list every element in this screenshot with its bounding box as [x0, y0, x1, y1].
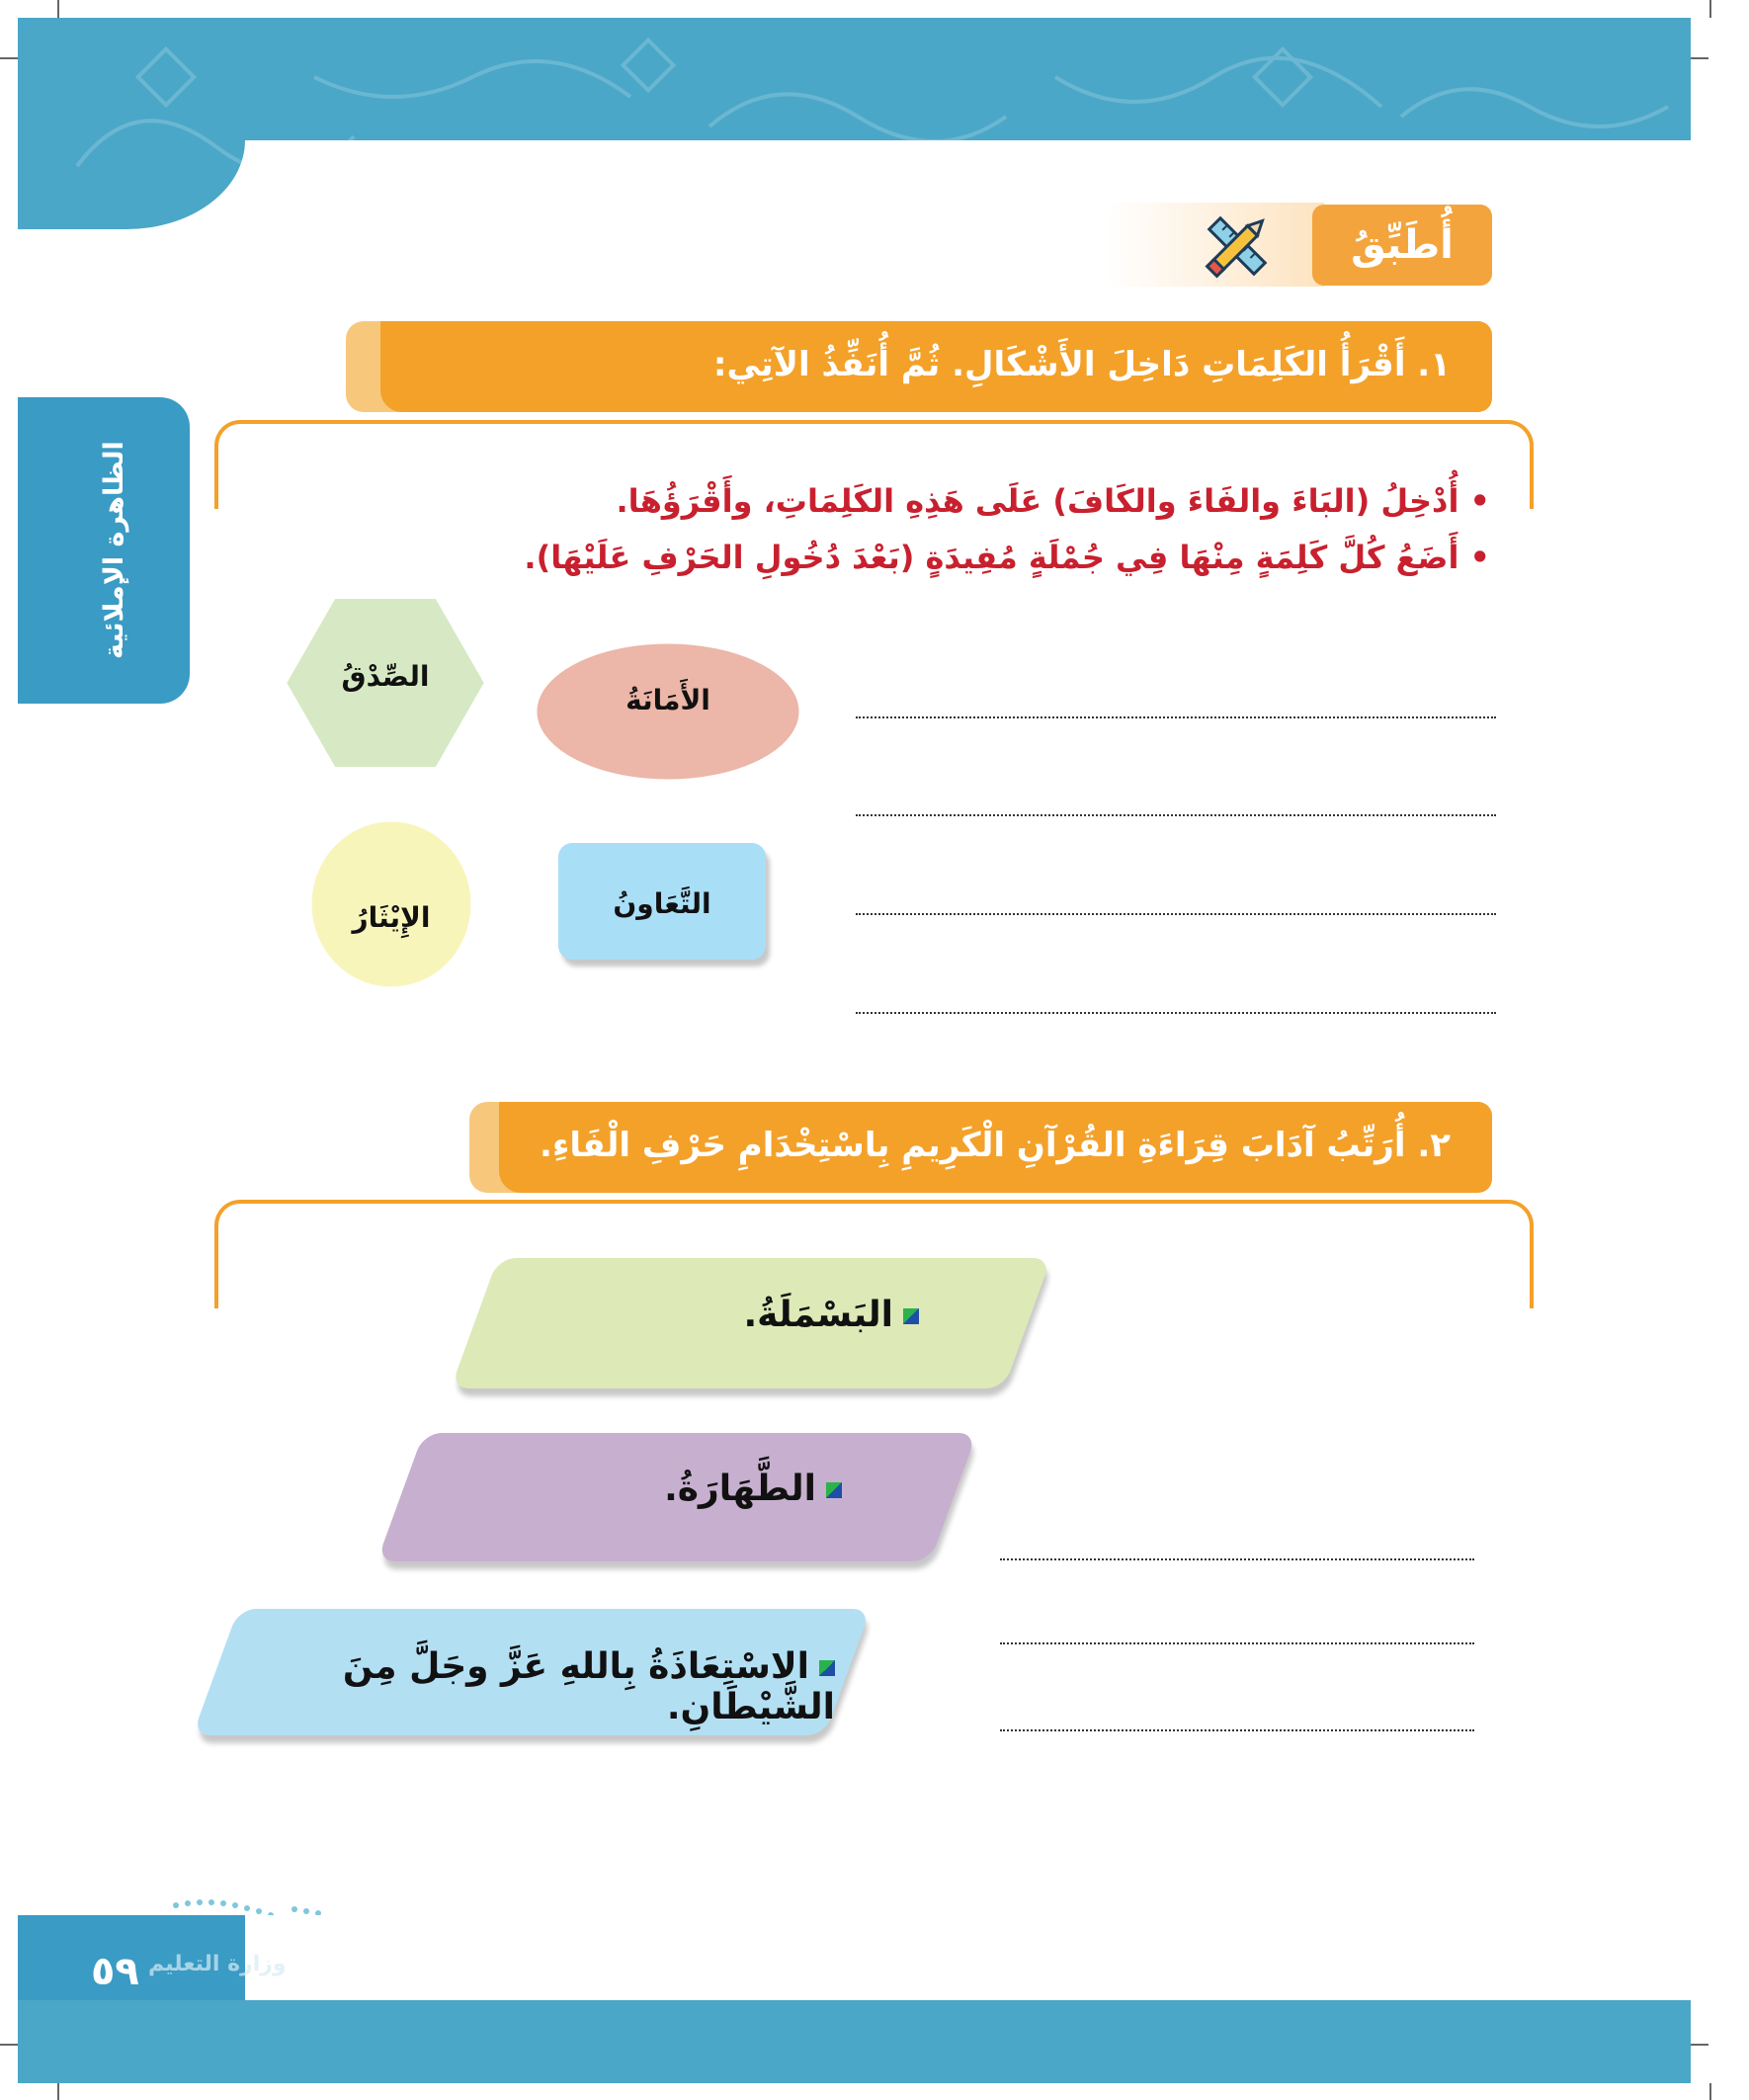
word-amana: الأَمَانَةُ	[625, 684, 710, 716]
bullet-icon	[826, 1482, 842, 1498]
crop-mark	[1691, 2044, 1708, 2046]
word-ithar: الإِيْثَارُ	[352, 901, 431, 934]
instruction-1: • أُدْخِلُ (البَاءَ والفَاءَ والكَافَ) عَلَى هَذِهِ الكَلِمَاتِ، وأَقْرَؤُهَا.	[616, 482, 1490, 520]
item-basmala-text: البَسْمَلَةُ.	[743, 1295, 893, 1335]
answer-line-7[interactable]	[1000, 1718, 1474, 1731]
answer-line-3[interactable]	[856, 901, 1496, 915]
bullet-icon	[819, 1660, 835, 1676]
crop-mark	[0, 2044, 18, 2046]
footer-band	[18, 2000, 1691, 2083]
side-tab-label: الظاهرة الإملائية	[99, 441, 129, 660]
exercise2-title: ٢. أُرَتِّبُ آدَابَ قِرَاءَةِ القُرْآنِ الْكَرِيمِ بِاسْتِخْدَامِ حَرْفِ الْفَاءِ.	[499, 1102, 1492, 1193]
answer-line-5[interactable]	[1000, 1547, 1474, 1560]
exercise1-title: ١. أَقْرَأُ الكَلِمَاتِ دَاخِلَ الأَشْكَالِ. ثُمَّ أُنَفِّذُ الآتِي:	[380, 321, 1492, 412]
crop-mark	[1709, 0, 1711, 18]
item-tahara-text: الطَّهَارَةُ.	[664, 1469, 816, 1509]
crop-mark	[1691, 57, 1708, 59]
instruction-2: • أَضَعُ كُلَّ كَلِمَةٍ مِنْهَا فِي جُمْلَةٍ مُفِيدَةٍ (بَعْدَ دُخُولِ الحَرْفِ عَلَيْهَا).	[524, 539, 1490, 576]
word-taawun: التَّعَاونُ	[613, 887, 711, 920]
pencil-ruler-icon	[1196, 208, 1279, 285]
crop-mark	[1709, 2083, 1711, 2100]
word-sidq: الصِّدْقُ	[341, 660, 430, 693]
page-number: ٥٩	[91, 1949, 139, 1994]
item-istiadha-text: الاسْتِعَاذَةُ بِاللهِ عَزَّ وجَلَّ مِنَ الشَّيْطَانِ.	[342, 1646, 835, 1727]
answer-line-2[interactable]	[856, 802, 1496, 816]
footer-gap	[245, 1915, 1691, 2000]
crop-mark	[57, 0, 59, 18]
answer-line-4[interactable]	[856, 1000, 1496, 1014]
item-istiadha	[222, 1646, 835, 1727]
crop-mark	[57, 2083, 59, 2100]
header-calligraphy-pattern	[18, 18, 1691, 229]
practice-tab: أُطَبِّقُ	[1312, 205, 1492, 286]
answer-line-1[interactable]	[856, 705, 1496, 718]
ministry-logo-text: وزارة التعليم	[148, 1952, 287, 1976]
item-tahara	[474, 1469, 842, 1509]
answer-line-6[interactable]	[1000, 1631, 1474, 1644]
item-basmala	[553, 1295, 919, 1335]
crop-mark	[0, 57, 18, 59]
bullet-icon	[903, 1308, 919, 1324]
